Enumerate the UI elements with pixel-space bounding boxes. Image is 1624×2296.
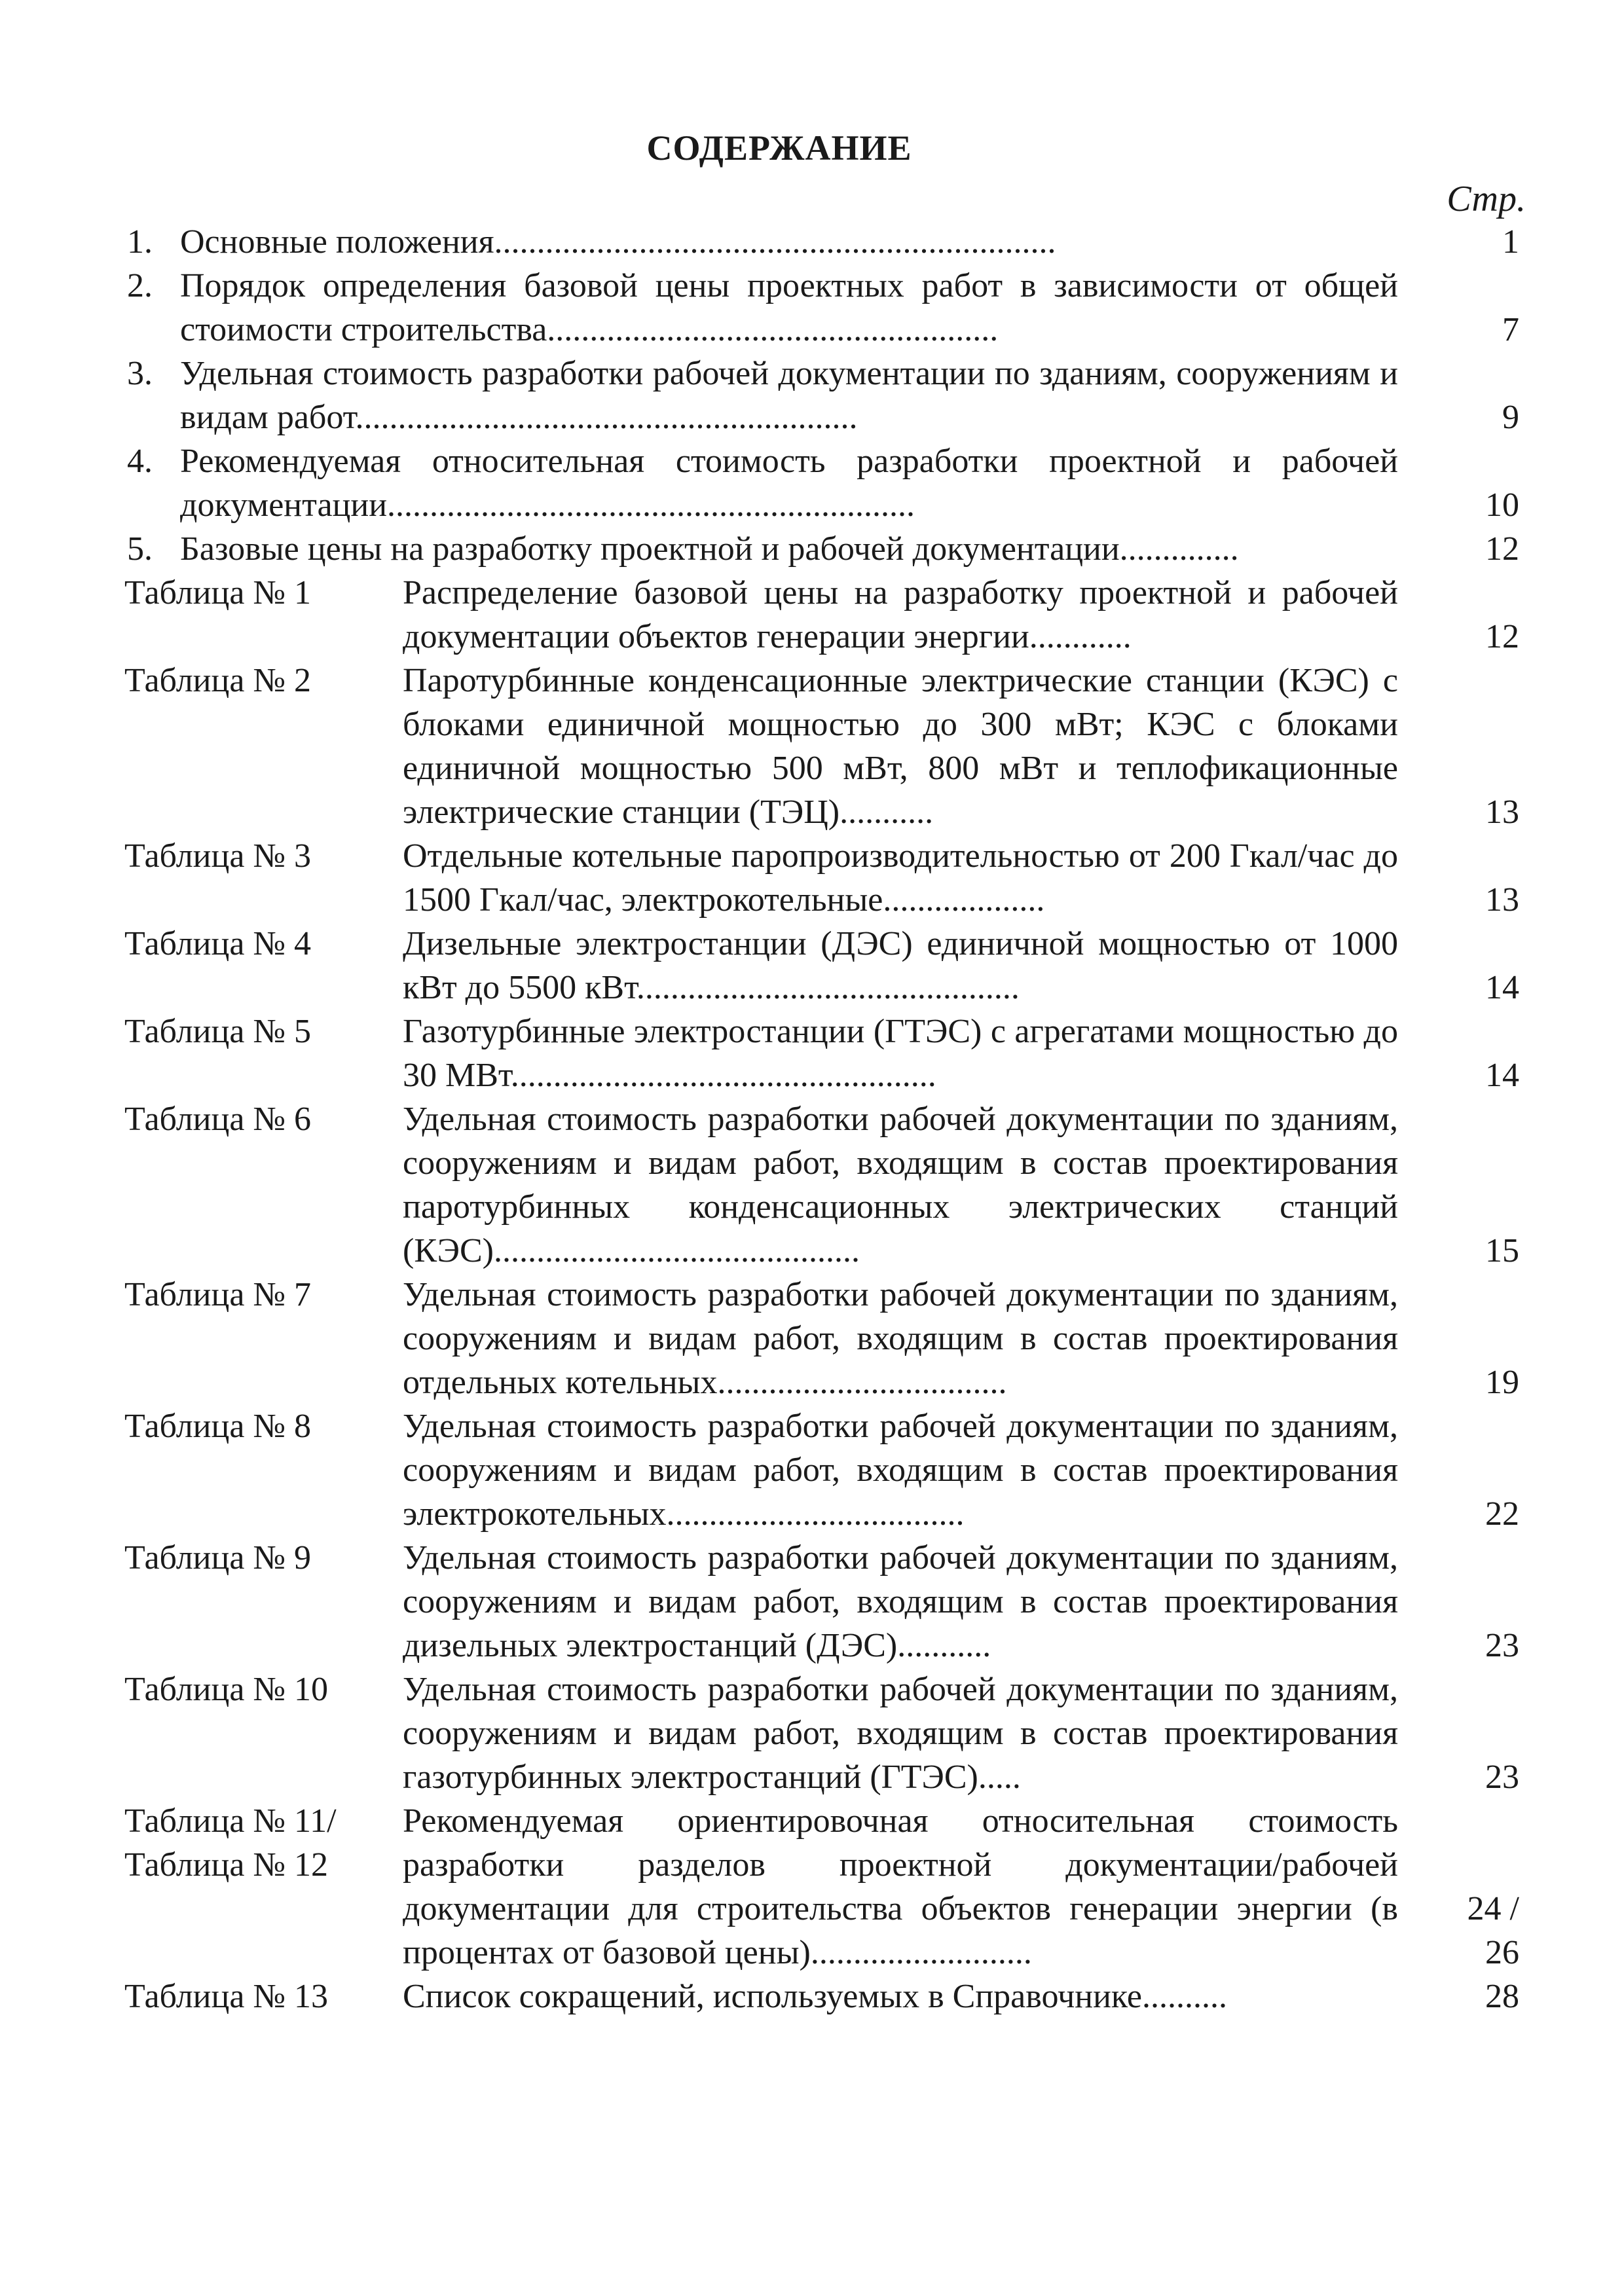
table-label: Таблица № 1	[124, 574, 312, 611]
table-label: Таблица № 2	[124, 662, 312, 699]
table-page: 14	[1485, 969, 1519, 1006]
section-title: Рекомендуемая относительная стоимость разработки проектной и рабочей документации..............................................................	[180, 443, 1398, 524]
table-label: Таблица № 10	[124, 1671, 329, 1708]
section-number: 2.	[127, 267, 153, 304]
section-page: 1	[1502, 223, 1519, 261]
table-page: 23	[1485, 1627, 1519, 1664]
table-label: Таблица № 8	[124, 1408, 312, 1445]
table-label: Таблица № 6	[124, 1101, 312, 1138]
table-title: Удельная стоимость разработки рабочей документации по зданиям, сооружениям и видам работ, входящим в состав проектирования электрокотельных...................................	[403, 1408, 1398, 1533]
toc-table-6	[124, 1097, 1519, 1273]
table-title: Список сокращений, используемых в Справочнике..........	[403, 1978, 1227, 2015]
section-number: 3.	[127, 355, 153, 392]
page-column-header: Стр.	[1447, 179, 1526, 219]
toc-table-13	[124, 1975, 1519, 2018]
toc-section-2	[124, 264, 1519, 352]
table-label: Таблица № 13	[124, 1978, 329, 2015]
table-page: 19	[1485, 1364, 1519, 1401]
table-title: Отдельные котельные паропроизводительностью от 200 Гкал/час до 1500 Гкал/час, электрокотельные...................	[403, 837, 1398, 919]
section-page: 10	[1485, 486, 1519, 524]
section-number: 1.	[127, 223, 153, 261]
table-page: 13	[1485, 881, 1519, 919]
table-title: Удельная стоимость разработки рабочей документации по зданиям, сооружениям и видам работ, входящим в состав проектирования паротурбинных конденсационных электрических станций (КЭС)...........................................	[403, 1101, 1398, 1269]
table-label: Таблица № 11/ Таблица № 12	[124, 1802, 337, 1884]
table-page: 22	[1485, 1495, 1519, 1533]
section-page: 7	[1502, 311, 1519, 348]
table-title: Паротурбинные конденсационные электрические станции (КЭС) с блоками единичной мощностью до 300 мВт; КЭС с блоками единичной мощностью 500 мВт, 800 мВт и теплофикационные электрические станции (ТЭЦ)...........	[403, 662, 1398, 831]
table-page: 24 / 26	[1467, 1890, 1519, 1971]
section-number: 5.	[127, 530, 153, 568]
toc-table-7	[124, 1273, 1519, 1404]
table-title: Удельная стоимость разработки рабочей документации по зданиям, сооружениям и видам работ, входящим в состав проектирования отдельных котельных..................................	[403, 1276, 1398, 1401]
toc-table-2	[124, 659, 1519, 834]
section-page: 9	[1502, 399, 1519, 436]
table-label: Таблица № 9	[124, 1539, 312, 1576]
toc-section-4	[124, 439, 1519, 527]
table-label: Таблица № 3	[124, 837, 312, 875]
toc-section-5	[124, 527, 1519, 571]
toc-table-9	[124, 1536, 1519, 1667]
toc-table-8	[124, 1404, 1519, 1536]
table-title: Дизельные электростанции (ДЭС) единичной мощностью от 1000 кВт до 5500 кВт.............................................	[403, 925, 1398, 1006]
table-page: 14	[1485, 1057, 1519, 1094]
table-page: 13	[1485, 793, 1519, 831]
table-page: 15	[1485, 1232, 1519, 1269]
table-page: 28	[1485, 1978, 1519, 2015]
page-title: СОДЕРЖАНИЕ	[646, 128, 912, 168]
table-label: Таблица № 4	[124, 925, 312, 962]
section-page: 12	[1485, 530, 1519, 568]
section-number: 4.	[127, 443, 153, 480]
table-title: Распределение базовой цены на разработку проектной и рабочей документации объектов генерации энергии............	[403, 574, 1398, 655]
table-label: Таблица № 7	[124, 1276, 312, 1313]
toc-table-3	[124, 834, 1519, 922]
toc-section-3	[124, 352, 1519, 439]
toc-table-11-12	[124, 1799, 1519, 1975]
toc-table-5	[124, 1010, 1519, 1097]
toc-table-10	[124, 1667, 1519, 1799]
toc-section-1	[124, 220, 1519, 264]
section-title: Порядок определения базовой цены проектных работ в зависимости от общей стоимости строительства.....................................................	[180, 267, 1398, 348]
toc-table-4	[124, 922, 1519, 1010]
table-label: Таблица № 5	[124, 1013, 312, 1050]
table-title: Удельная стоимость разработки рабочей документации по зданиям, сооружениям и видам работ, входящим в состав проектирования газотурбинных электростанций (ГТЭС).....	[403, 1671, 1398, 1796]
table-title: Рекомендуемая ориентировочная относительная стоимость разработки разделов проектной документации/рабочей документации для строительства объектов генерации энергии (в процентах от базовой цены)..........................	[403, 1802, 1398, 1971]
table-page: 23	[1485, 1758, 1519, 1796]
table-page: 12	[1485, 618, 1519, 655]
toc-table-1	[124, 571, 1519, 659]
section-title: Базовые цены на разработку проектной и рабочей документации..............	[180, 530, 1239, 568]
table-title: Газотурбинные электростанции (ГТЭС) с агрегатами мощностью до 30 МВт..................................................	[403, 1013, 1398, 1094]
table-of-contents	[124, 220, 1519, 2018]
section-title: Основные положения..................................................................	[180, 223, 1056, 261]
section-title: Удельная стоимость разработки рабочей документации по зданиям, сооружениям и видам работ...........................................................	[180, 355, 1398, 436]
table-title: Удельная стоимость разработки рабочей документации по зданиям, сооружениям и видам работ, входящим в состав проектирования дизельных электростанций (ДЭС)...........	[403, 1539, 1398, 1664]
